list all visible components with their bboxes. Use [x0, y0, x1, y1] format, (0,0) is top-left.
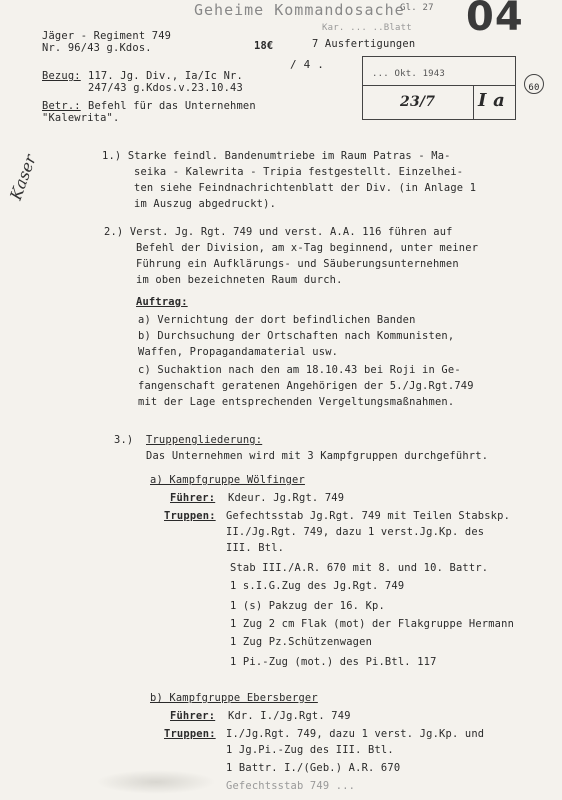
section-2-line-2: Befehl der Division, am x-Tag beginnend, unter meiner	[136, 242, 479, 254]
group-b-truppen-item: I./Jg.Rgt. 749, dazu 1 verst. Jg.Kp. und	[226, 728, 485, 740]
group-a-truppen-item: 1 Pi.-Zug (mot.) des Pi.Btl. 117	[230, 656, 437, 668]
bezug-label: Bezug:	[42, 70, 81, 82]
auftrag-item: Waffen, Propagandamaterial usw.	[138, 346, 339, 358]
ausfertigung-note: 7 Ausfertigungen	[312, 38, 416, 50]
receipt-date: ... Okt. 1943	[372, 69, 446, 79]
section-2-line-1: 2.) Verst. Jg. Rgt. 749 und verst. A.A. 116 führen auf	[104, 226, 453, 238]
group-a-title: a) Kampfgruppe Wölfinger	[150, 474, 305, 486]
auftrag-item: mit der Lage entsprechenden Vergeltungsmaßnahmen.	[138, 396, 455, 408]
receipt-number: 23/7	[400, 94, 436, 110]
unit-line-1: Jäger - Regiment 749	[42, 30, 172, 42]
group-a-fuehrer-label: Führer:	[170, 492, 216, 504]
section-3-heading: Truppengliederung:	[146, 434, 263, 446]
group-a-truppen-label: Truppen:	[164, 510, 216, 522]
auftrag-label: Auftrag:	[136, 296, 188, 308]
auftrag-item: fangenschaft geratenen Angehörigen der 5./Jg.Rgt.749	[138, 380, 474, 392]
betr-line-2: "Kalewrita".	[42, 112, 120, 124]
betr-line-1: Befehl für das Unternehmen	[88, 100, 256, 112]
handwritten-mark-right: / 4 .	[290, 58, 325, 71]
group-b-title: b) Kampfgruppe Ebersberger	[150, 692, 318, 704]
circled-number-label: 60	[528, 83, 540, 93]
margin-signature: Kaser	[6, 151, 40, 203]
section-2-line-3: Führung ein Aufklärungs- und Säuberungsunternehmen	[136, 258, 459, 270]
group-a-truppen-item: Stab III./A.R. 670 mit 8. und 10. Battr.	[230, 562, 489, 574]
section-3-number: 3.)	[114, 434, 134, 446]
document-number: 04	[466, 0, 524, 40]
secret-stamp-sub: Kar. ... ..Blatt	[322, 23, 412, 33]
auftrag-item: b) Durchsuchung der Ortschaften nach Kommunisten,	[138, 330, 455, 342]
secret-stamp-title: Geheime Kommandosache	[194, 1, 405, 19]
group-b-truppen-item: Gefechtsstab 749 ...	[226, 780, 356, 792]
group-a-truppen-item: Gefechtsstab Jg.Rgt. 749 mit Teilen Stabskp.	[226, 510, 511, 522]
group-a-truppen-item: 1 (s) Pakzug der 16. Kp.	[230, 600, 385, 612]
group-b-truppen-label: Truppen:	[164, 728, 216, 740]
print-artifact	[96, 770, 216, 794]
handwritten-mark-left: 18€	[254, 40, 274, 52]
group-b-truppen-item: 1 Jg.Pi.-Zug des III. Btl.	[226, 744, 394, 756]
section-2-line-4: im oben bezeichneten Raum durch.	[136, 274, 343, 286]
auftrag-item: c) Suchaktion nach den am 18.10.43 bei Roji in Ge-	[138, 364, 461, 376]
group-b-fuehrer: Kdr. I./Jg.Rgt. 749	[228, 710, 351, 722]
receipt-code: I a	[478, 90, 505, 111]
group-a-truppen-item: II./Jg.Rgt. 749, dazu 1 verst.Jg.Kp. des	[226, 526, 485, 538]
group-a-truppen-item: III. Btl.	[226, 542, 285, 554]
group-b-fuehrer-label: Führer:	[170, 710, 216, 722]
corner-reference: Gl. 27	[400, 3, 434, 13]
bezug-line-1: 117. Jg. Div., Ia/Ic Nr.	[88, 70, 243, 82]
group-b-truppen-item: 1 Battr. I./(Geb.) A.R. 670	[226, 762, 401, 774]
auftrag-item: a) Vernichtung der dort befindlichen Banden	[138, 314, 416, 326]
section-1-line-2: seika - Kalewrita - Tripia festgestellt. Einzelhei-	[134, 166, 464, 178]
betr-label: Betr.:	[42, 100, 81, 112]
section-1-line-4: im Auszug abgedruckt).	[134, 198, 277, 210]
bezug-line-2: 247/43 g.Kdos.v.23.10.43	[88, 82, 243, 94]
unit-line-2: Nr. 96/43 g.Kdos.	[42, 42, 152, 54]
section-1-line-1: 1.) Starke feindl. Bandenumtriebe im Raum Patras - Ma-	[102, 150, 451, 162]
circled-number	[524, 74, 544, 94]
group-a-truppen-item: 1 Zug 2 cm Flak (mot) der Flakgruppe Hermann	[230, 618, 515, 630]
section-1-line-3: ten siehe Feindnachrichtenblatt der Div. (in Anlage 1	[134, 182, 477, 194]
group-a-fuehrer: Kdeur. Jg.Rgt. 749	[228, 492, 345, 504]
section-3-intro: Das Unternehmen wird mit 3 Kampfgruppen durchgeführt.	[146, 450, 489, 462]
group-a-truppen-item: 1 s.I.G.Zug des Jg.Rgt. 749	[230, 580, 405, 592]
group-a-truppen-item: 1 Zug Pz.Schützenwagen	[230, 636, 373, 648]
